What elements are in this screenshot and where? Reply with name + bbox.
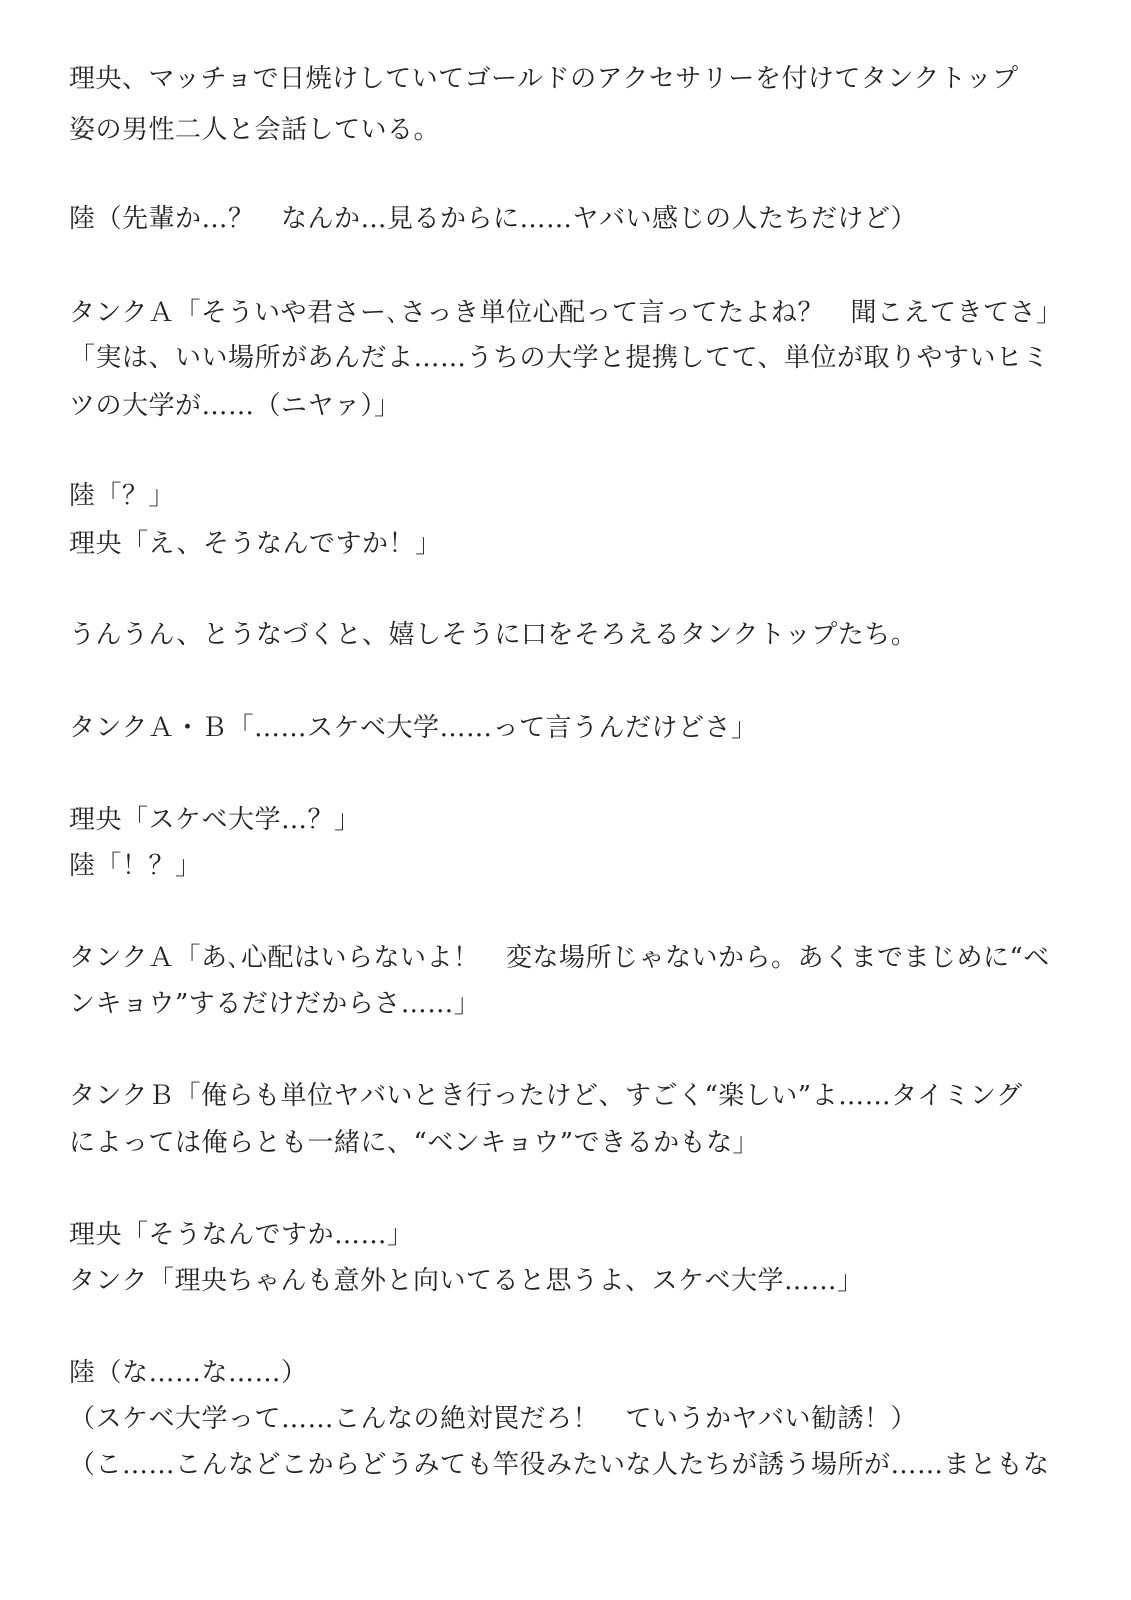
text-line: 姿の男性二人と会話している。	[69, 115, 441, 145]
text-line: （こ……こんなどこからどうみても竿役みたいな人たちが誘う場所が……まともな	[69, 1450, 1050, 1480]
text-line: うんうん、とうなづくと、嬉しそうに口をそろえるタンクトップたち。	[69, 620, 918, 650]
text-line: タンクＢ「俺らも単位ヤバいとき行ったけど、すごく“楽しい”よ……タイミング	[69, 1081, 1023, 1111]
text-line: 理央「スケベ大学…？」	[69, 805, 361, 835]
text-line: タンクＡ・Ｂ「……スケベ大学……って言うんだけどさ」	[69, 713, 758, 743]
text-line: 陸「！？」	[69, 851, 202, 881]
text-line: 陸（先輩か…？ なんか…見るからに……ヤバい感じの人たちだけど）	[69, 204, 918, 234]
text-line: 「実は、いい場所があんだよ……うちの大学と提携してて、単位が取りやすいヒミ	[69, 343, 1049, 373]
text-line: タンク「理央ちゃんも意外と向いてると思うよ、スケベ大学……」	[69, 1266, 864, 1296]
text-line: タンクＡ「あ､心配はいらないよ！ 変な場所じゃないから。あくまでまじめに“ベ	[69, 943, 1050, 973]
text-line: 理央「そうなんですか……」	[69, 1220, 414, 1250]
text-line: ンキョウ”するだけだからさ……」	[69, 989, 481, 1019]
text-line: （スケベ大学って……こんなの絶対罠だろ！ ていうかヤバい勧誘！）	[69, 1404, 918, 1434]
text-line: 理央、マッチョで日焼けしていてゴールドのアクセサリーを付けてタンクトップ	[69, 64, 1019, 94]
text-line: ツの大学が……（ニヤァ）」	[69, 391, 401, 421]
text-line: 陸「？」	[69, 481, 176, 511]
text-line: 陸（な……な……）	[69, 1358, 308, 1388]
text-line: タンクＡ「そういや君さー､さっき単位心配って言ってたよね？ 聞こえてきてさ」	[69, 298, 1063, 328]
text-line: によっては俺らとも一緒に、“ベンキョウ”できるかもな」	[69, 1128, 760, 1158]
text-line: 理央「え、そうなんですか！」	[69, 529, 442, 559]
